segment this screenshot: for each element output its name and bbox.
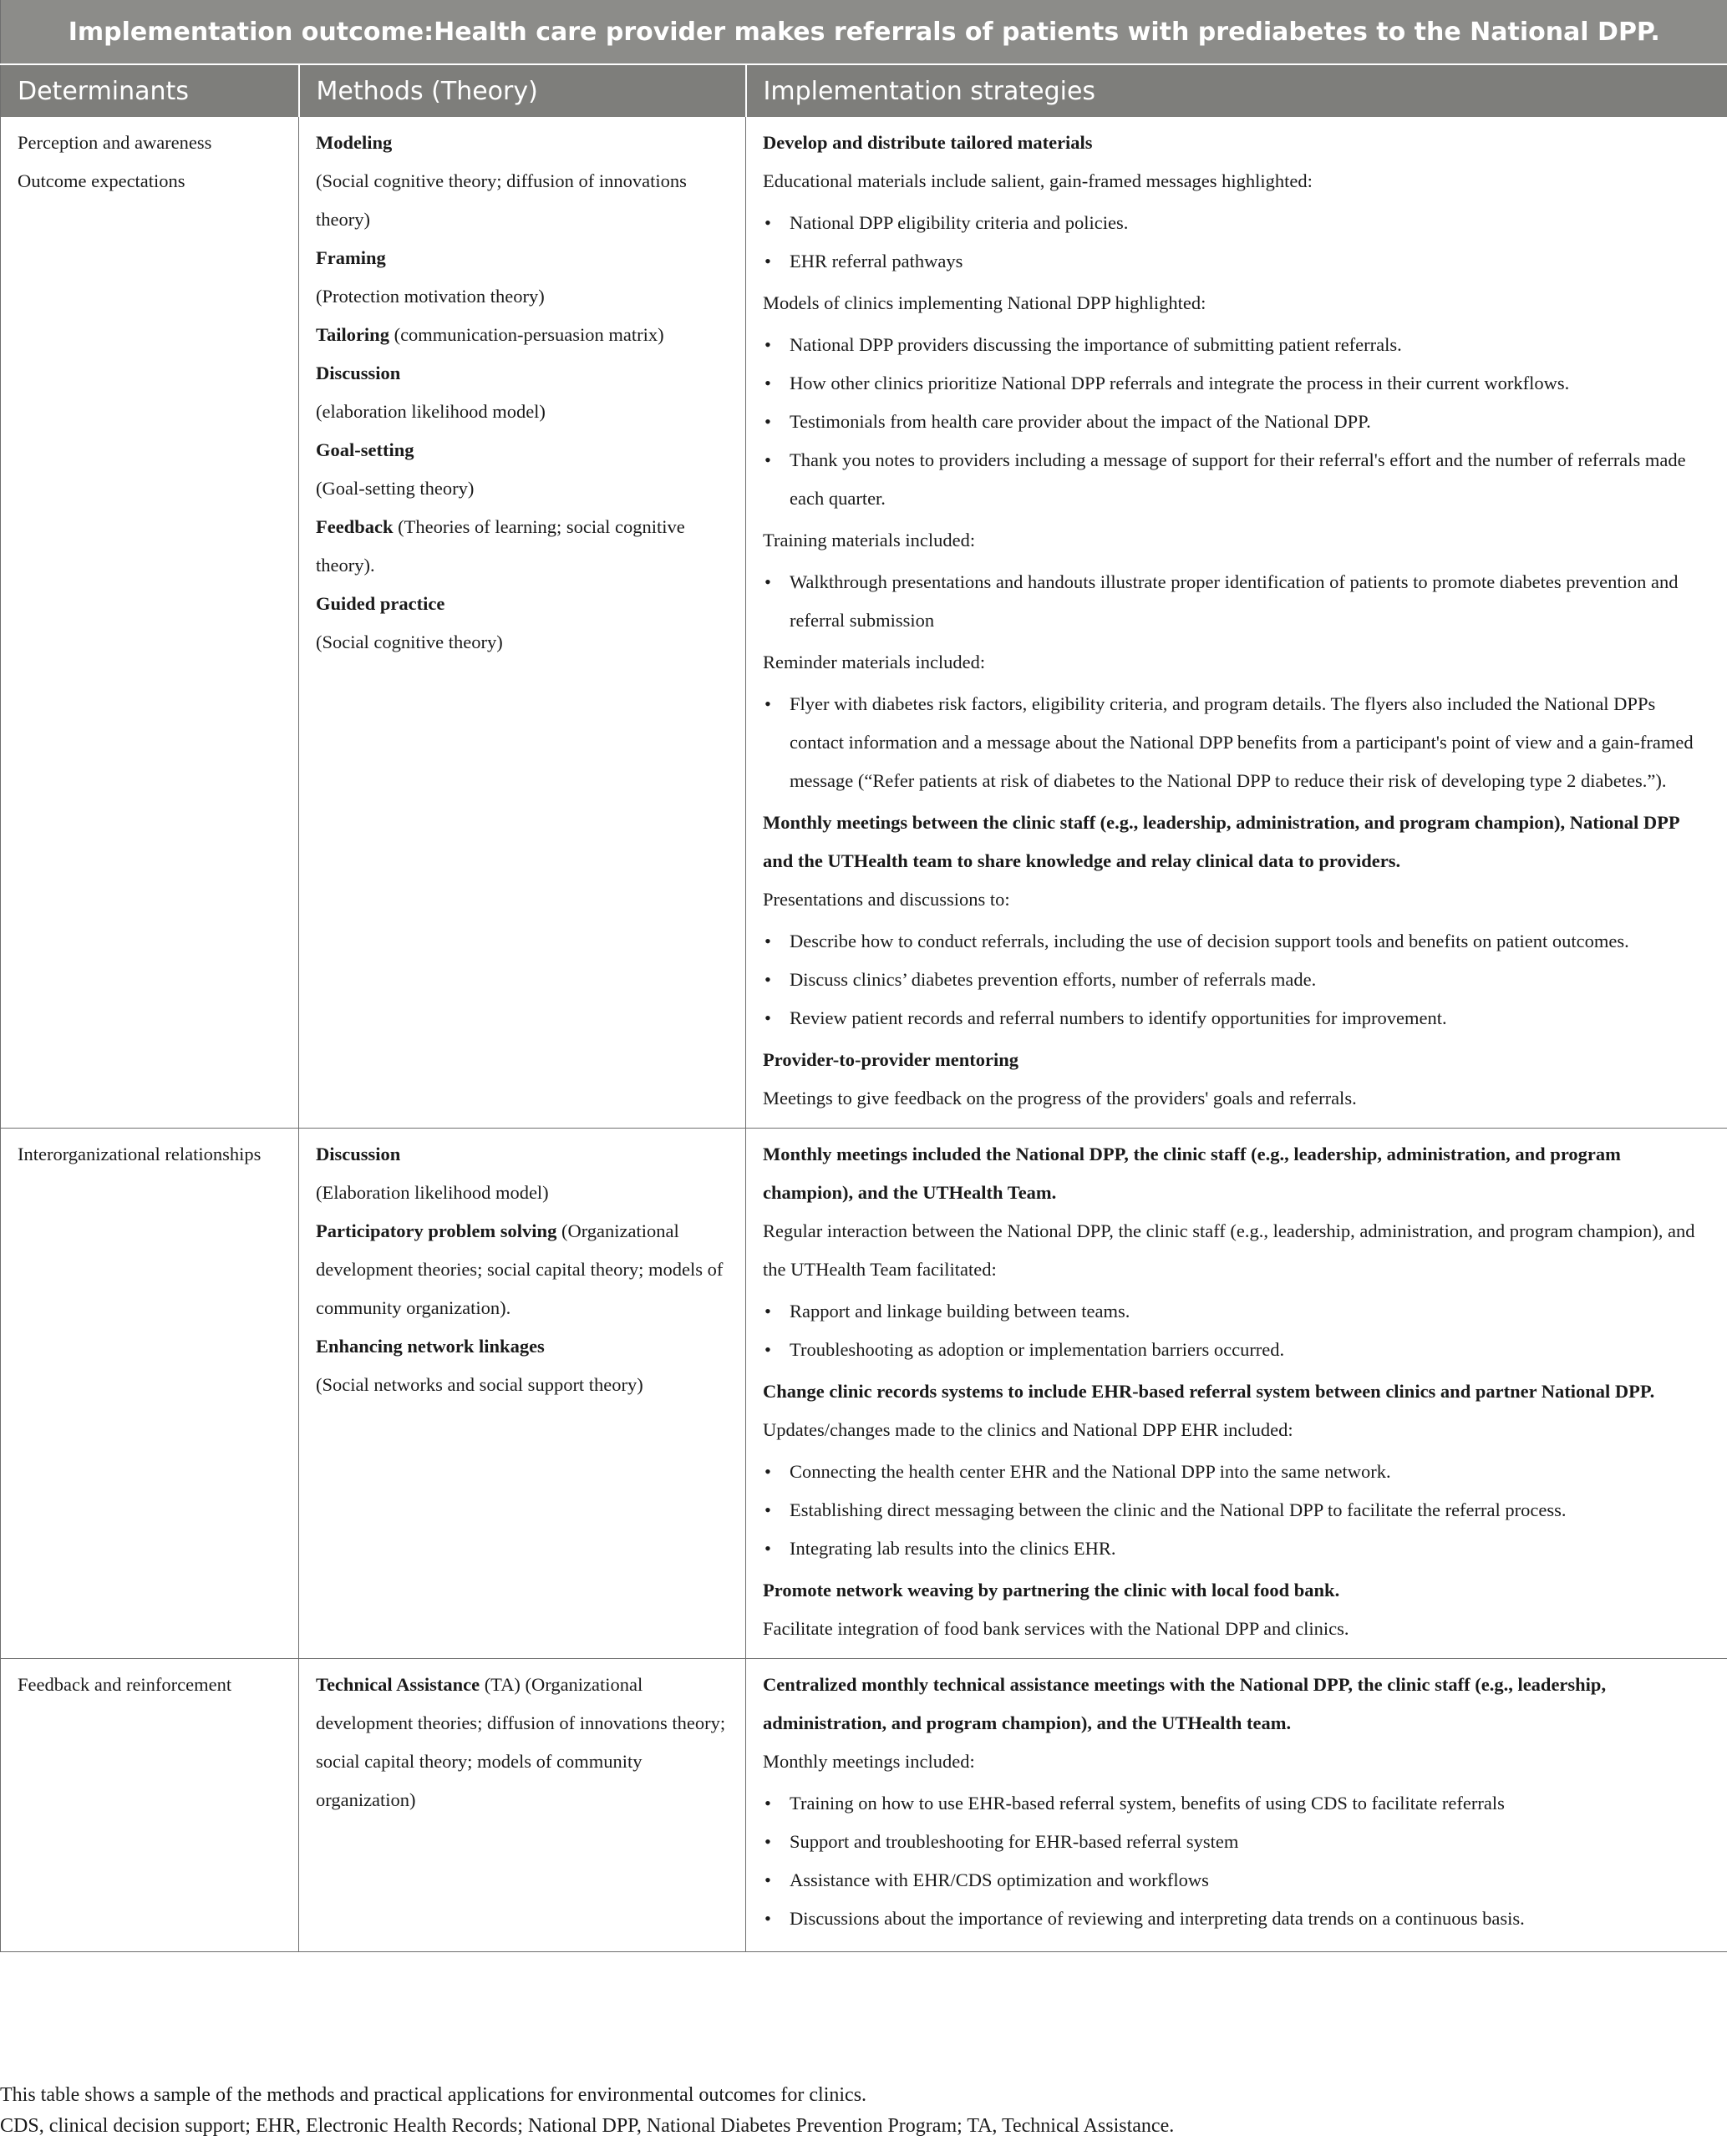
method-theory: (elaboration likelihood model) — [316, 401, 546, 422]
table-row — [1, 1129, 1727, 1659]
method-name: Discussion — [316, 1144, 401, 1164]
cell-determinants — [1, 117, 299, 1129]
method-theory: (TA) (Organizational development theories; diffusion of innovations theory; social capital theory; models of community organization) — [316, 1674, 726, 1810]
method-theory: (Goal-setting theory) — [316, 478, 475, 499]
cell-strategies — [746, 117, 1727, 1129]
strategy-text: Facilitate integration of food bank services with the National DPP and clinics. — [763, 1618, 1349, 1639]
cell-determinants — [1, 1129, 299, 1659]
strategy-bullet-list — [763, 1292, 1710, 1369]
list-item: • Support and troubleshooting for EHR-based referral system — [790, 1823, 1710, 1861]
method-name: Discussion — [316, 363, 401, 383]
strategy-heading: Monthly meetings between the clinic staff (e.g., leadership, administration, and program champion), National DPP and the UTHealth team to share knowledge and relay clinical data to providers. — [763, 812, 1679, 871]
list-item: • Describe how to conduct referrals, including the use of decision support tools and benefits on patient outcomes. — [790, 922, 1710, 961]
method-theory: (Social cognitive theory; diffusion of innovations theory) — [316, 170, 687, 230]
method-theory: (Elaboration likelihood model) — [316, 1182, 549, 1203]
determinant-text: Perception and awareness — [18, 132, 212, 153]
method-name: Technical Assistance — [316, 1674, 480, 1695]
strategy-heading: Promote network weaving by partnering the clinic with local food bank. — [763, 1580, 1340, 1601]
strategy-text: Monthly meetings included: — [763, 1751, 975, 1772]
method-name: Participatory problem solving — [316, 1220, 557, 1241]
method-line — [316, 469, 729, 508]
method-theory: (Social cognitive theory) — [316, 632, 503, 652]
strategy-text: Regular interaction between the National DPP, the clinic staff (e.g., leadership, administration, and program champion), and the UTHealth Team facilitated: — [763, 1220, 1695, 1280]
strategy-text: Training materials included: — [763, 530, 976, 550]
list-item: • Walkthrough presentations and handouts illustrate proper identification of patients to promote diabetes prevention and referral submission — [790, 563, 1710, 640]
cell-strategies — [746, 1129, 1727, 1659]
strategy-text: Updates/changes made to the clinics and National DPP EHR included: — [763, 1419, 1293, 1440]
list-item: • National DPP providers discussing the importance of submitting patient referrals. — [790, 326, 1710, 364]
method-name: Goal-setting — [316, 439, 414, 460]
strategy-bullet-list — [763, 1784, 1710, 1938]
list-item: • Training on how to use EHR-based referral system, benefits of using CDS to facilitate referrals — [790, 1784, 1710, 1823]
strategy-text: Presentations and discussions to: — [763, 889, 1010, 910]
table-row — [1, 1659, 1727, 1952]
method-theory: (Organizational development theories; social capital theory; models of community organization). — [316, 1220, 724, 1318]
cell-determinants — [1, 1659, 299, 1952]
strategy-text: Models of clinics implementing National DPP highlighted: — [763, 292, 1206, 313]
method-line — [316, 585, 729, 623]
method-line — [316, 1135, 729, 1174]
method-line — [316, 239, 729, 277]
footnotes — [0, 2080, 1727, 2142]
method-name: Modeling — [316, 132, 393, 153]
table-body — [1, 117, 1727, 1952]
list-item: • Thank you notes to providers including a message of support for their referral's effort and the number of referrals made each quarter. — [790, 441, 1710, 518]
strategy-text: Educational materials include salient, gain-framed messages highlighted: — [763, 170, 1313, 191]
list-item: • Rapport and linkage building between teams. — [790, 1292, 1710, 1331]
footnote-abbreviations: CDS, clinical decision support; EHR, Electronic Health Records; National DPP, National Diabetes Prevention Program; TA, Technical Assistance. — [0, 2115, 1175, 2137]
strategy-bullet-list — [763, 326, 1710, 518]
method-name: Tailoring — [316, 324, 389, 345]
method-line — [316, 623, 729, 662]
table-row — [1, 117, 1727, 1129]
method-theory: (Social networks and social support theory) — [316, 1374, 643, 1395]
strategy-bullet-list — [763, 922, 1710, 1037]
method-line — [316, 1666, 729, 1819]
method-name: Framing — [316, 247, 386, 268]
strategy-bullet-list — [763, 204, 1710, 281]
list-item: • Assistance with EHR/CDS optimization and workflows — [790, 1861, 1710, 1900]
determinant-text: Feedback and reinforcement — [18, 1674, 232, 1695]
method-line — [316, 1327, 729, 1366]
cell-strategies — [746, 1659, 1727, 1952]
method-line — [316, 277, 729, 316]
method-name: Enhancing network linkages — [316, 1336, 545, 1357]
strategy-heading: Centralized monthly technical assistance meetings with the National DPP, the clinic staff (e.g., leadership, administration, and program champion), and the UTHealth team. — [763, 1674, 1607, 1733]
strategy-bullet-list — [763, 563, 1710, 640]
list-item: • How other clinics prioritize National DPP referrals and integrate the process in their current workflows. — [790, 364, 1710, 403]
list-item: • National DPP eligibility criteria and policies. — [790, 204, 1710, 242]
method-line — [316, 1212, 729, 1327]
header-strategies: Implementation strategies — [746, 64, 1727, 117]
list-item: • Review patient records and referral numbers to identify opportunities for improvement. — [790, 999, 1710, 1037]
strategy-heading: Develop and distribute tailored materials — [763, 132, 1093, 153]
method-theory: (Theories of learning; social cognitive theory). — [316, 516, 685, 576]
method-theory: (communication-persuasion matrix) — [389, 324, 664, 345]
list-item: • EHR referral pathways — [790, 242, 1710, 281]
method-line — [316, 316, 729, 354]
strategy-heading: Provider-to-provider mentoring — [763, 1049, 1018, 1070]
method-name: Guided practice — [316, 593, 445, 614]
list-item: • Establishing direct messaging between the clinic and the National DPP to facilitate the referral process. — [790, 1491, 1710, 1529]
method-line — [316, 508, 729, 585]
footnote-summary: This table shows a sample of the methods and practical applications for environmental outcomes for clinics. — [0, 2084, 867, 2106]
strategy-heading: Change clinic records systems to include EHR-based referral system between clinics and partner National DPP. — [763, 1381, 1655, 1402]
header-row — [1, 64, 1727, 117]
determinant-text: Interorganizational relationships — [18, 1144, 262, 1164]
method-line — [316, 1174, 729, 1212]
method-line — [316, 1366, 729, 1404]
method-theory: (Protection motivation theory) — [316, 286, 545, 307]
method-line — [316, 354, 729, 393]
strategy-text: Meetings to give feedback on the progress of the providers' goals and referrals. — [763, 1088, 1357, 1108]
method-line — [316, 124, 729, 162]
cell-methods — [299, 1129, 746, 1659]
list-item: • Integrating lab results into the clinics EHR. — [790, 1529, 1710, 1568]
method-line — [316, 162, 729, 239]
method-line — [316, 431, 729, 469]
cell-methods — [299, 117, 746, 1129]
strategy-heading: Monthly meetings included the National DPP, the clinic staff (e.g., leadership, administration, and program champion), and the UTHealth Team. — [763, 1144, 1621, 1203]
list-item: • Discuss clinics’ diabetes prevention efforts, number of referrals made. — [790, 961, 1710, 999]
list-item: • Connecting the health center EHR and the National DPP into the same network. — [790, 1453, 1710, 1491]
strategy-bullet-list — [763, 685, 1710, 800]
strategy-bullet-list — [763, 1453, 1710, 1568]
header-determinants: Determinants — [1, 64, 299, 117]
table-title: Implementation outcome:Health care provider makes referrals of patients with prediabetes to the National DPP. — [1, 0, 1727, 64]
list-item: • Troubleshooting as adoption or implementation barriers occurred. — [790, 1331, 1710, 1369]
list-item: • Discussions about the importance of reviewing and interpreting data trends on a continuous basis. — [790, 1900, 1710, 1938]
method-name: Feedback — [316, 516, 394, 537]
list-item: • Testimonials from health care provider about the impact of the National DPP. — [790, 403, 1710, 441]
cell-methods — [299, 1659, 746, 1952]
header-methods: Methods (Theory) — [299, 64, 746, 117]
determinant-text: Outcome expectations — [18, 170, 185, 191]
list-item: • Flyer with diabetes risk factors, eligibility criteria, and program details. The flyers also included the National DPPs contact information and a message about the National DPP benefits from a participant's point of view and a gain-framed message (“Refer patients at risk of diabetes to the National DPP to reduce their risk of developing type 2 diabetes.”). — [790, 685, 1710, 800]
strategy-text: Reminder materials included: — [763, 652, 986, 672]
method-line — [316, 393, 729, 431]
